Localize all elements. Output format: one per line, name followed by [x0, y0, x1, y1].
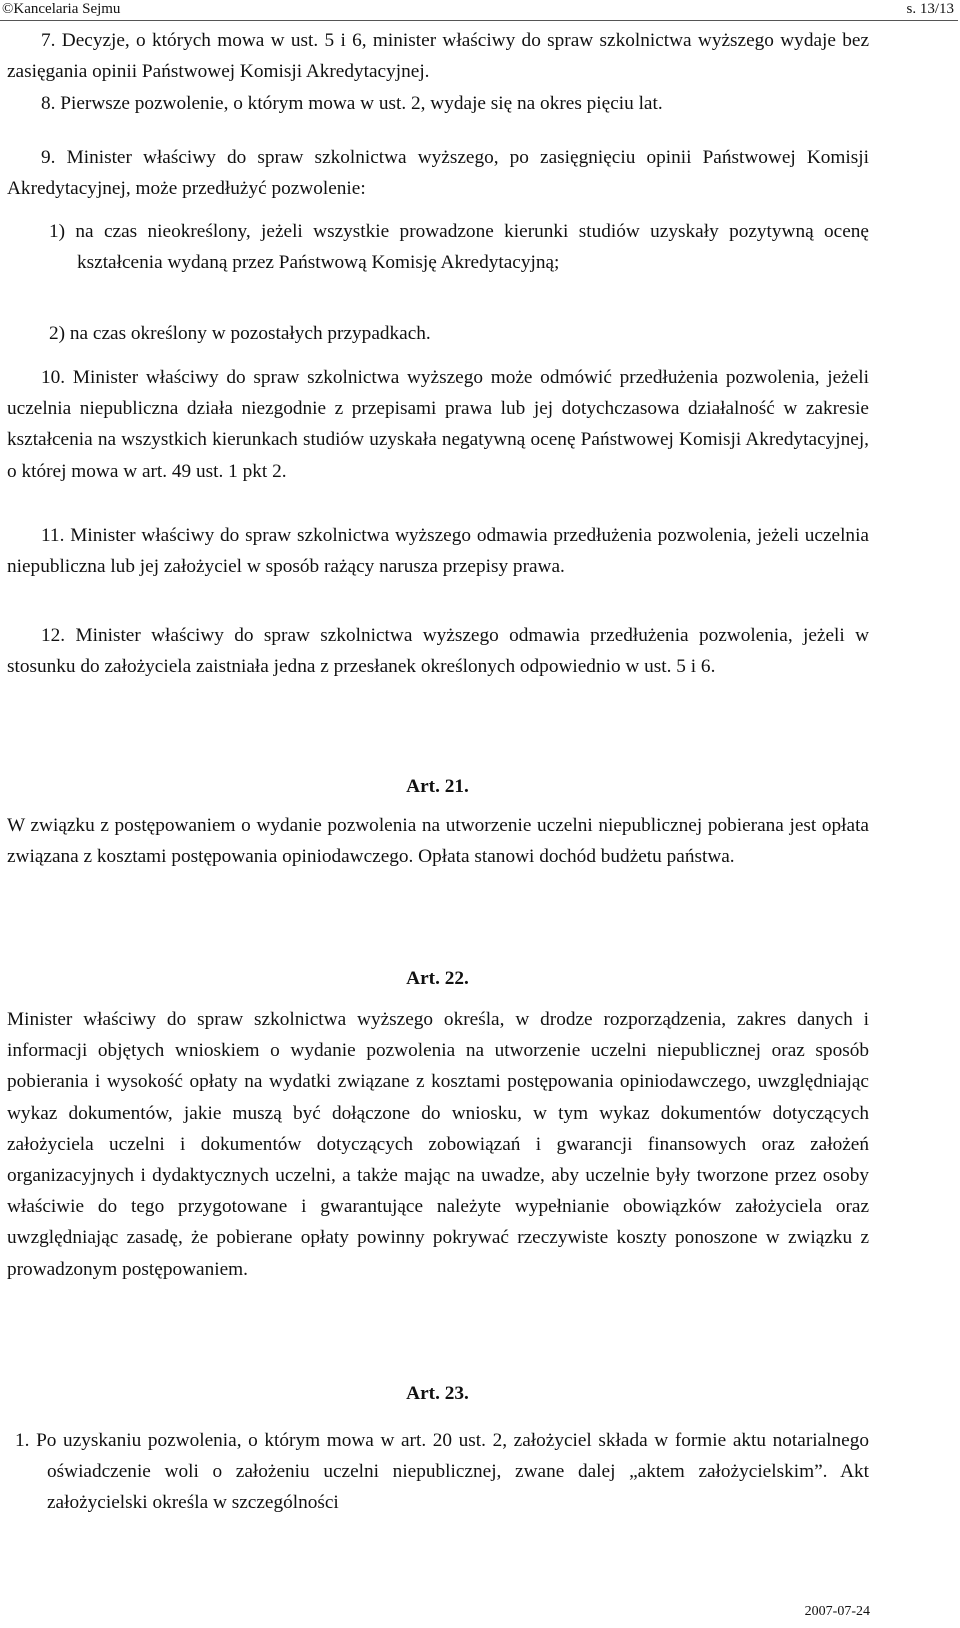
paragraph-12: 12. Minister właściwy do spraw szkolnictwa wyższego odmawia przedłużenia pozwolenia, jeżeli w stosunku do założyciela zaistniała jedna z przesłanek określonych odpowiednio w ust. 5 i 6. [7, 625, 869, 678]
paragraph-9-item-2: 2) na czas określony w pozostałych przypadkach. [49, 323, 431, 344]
header-source: ©Kancelaria Sejmu [2, 1, 121, 17]
article-23-heading: Art. 23. [406, 1383, 469, 1404]
article-23-item-1: 1. Po uzyskaniu pozwolenia, o którym mowa w art. 20 ust. 2, założyciel składa w formie aktu notarialnego oświadczenie woli o założeniu uczelni niepublicznej, zwane dalej „aktem założycielskim”. Akt założycielski określa w szczególności [15, 1430, 869, 1514]
article-22-text: Minister właściwy do spraw szkolnictwa wyższego określa, w drodze rozporządzenia, zakres danych i informacji objętych wnioskiem o wydanie pozwolenia na utworzenie uczelni niepublicznej oraz sposób pobierania i wysokość opłaty na wydatki związane z kosztami postępowania opiniodawczego, uwzględniając wykaz dokumentów, jakie muszą być dołączone do wniosku, w tym wykaz dokumentów dotyczących założyciela uczelni i dokumentów dotyczących zobowiązań i gwarancji finansowych oraz założeń organizacyjnych i dydaktycznych uczelni, a także mając na uwadze, aby uczelnie były tworzone przez osoby właściwie do tego przygotowane i gwarantujące należyte wypełnianie obowiązków założyciela oraz uwzględniając zasadę, że pobierane opłaty powinny pokrywać rzeczywiste koszty ponoszone w związku z prowadzonym postępowaniem. [7, 1009, 869, 1280]
paragraph-7: 7. Decyzje, o których mowa w ust. 5 i 6, minister właściwy do spraw szkolnictwa wyższego wydaje bez zasięgania opinii Państwowej Komisji Akredytacyjnej. [7, 30, 869, 83]
page-footer-date: 2007-07-24 [804, 1604, 870, 1619]
paragraph-11: 11. Minister właściwy do spraw szkolnictwa wyższego odmawia przedłużenia pozwolenia, jeżeli uczelnia niepubliczna lub jej założyciel w sposób rażący narusza przepisy prawa. [7, 525, 869, 578]
article-21-heading: Art. 21. [406, 776, 469, 797]
page-header [0, 0, 958, 21]
paragraph-9: 9. Minister właściwy do spraw szkolnictwa wyższego, po zasięgnięciu opinii Państwowej Komisji Akredytacyjnej, może przedłużyć pozwolenie: [7, 147, 869, 200]
paragraph-10: 10. Minister właściwy do spraw szkolnictwa wyższego może odmówić przedłużenia pozwolenia, jeżeli uczelnia niepubliczna działa niezgodnie z przepisami prawa lub jej dotychczasowa działalność w zakresie kształcenia na wszystkich kierunkach studiów uzyskała negatywną ocenę Państwowej Komisji Akredytacyjnej, o której mowa w art. 49 ust. 1 pkt 2. [7, 367, 869, 482]
paragraph-8: 8. Pierwsze pozwolenie, o którym mowa w ust. 2, wydaje się na okres pięciu lat. [41, 93, 663, 114]
article-21-text: W związku z postępowaniem o wydanie pozwolenia na utworzenie uczelni niepublicznej pobierana jest opłata związana z kosztami postępowania opiniodawczego. Opłata stanowi dochód budżetu państwa. [7, 815, 869, 868]
article-22-heading: Art. 22. [406, 968, 469, 989]
page-number: s. 13/13 [906, 1, 954, 17]
paragraph-9-item-1: 1) na czas nieokreślony, jeżeli wszystkie prowadzone kierunki studiów uzyskały pozytywną ocenę kształcenia wydaną przez Państwową Komisję Akredytacyjną; [49, 221, 869, 274]
